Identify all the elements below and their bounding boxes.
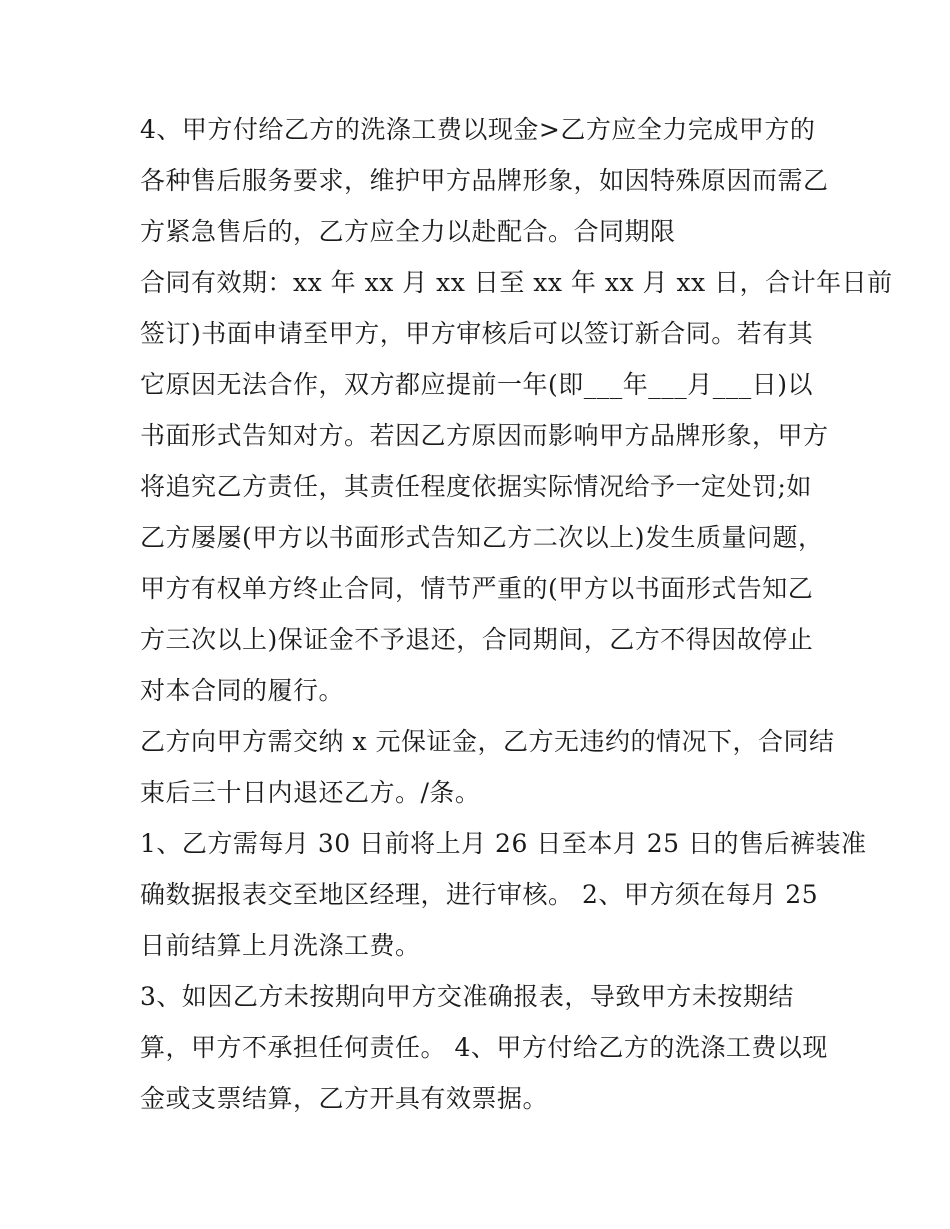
text-line: 4、甲方付给乙方的洗涤工费以现金>乙方应全力完成甲方的 — [140, 115, 816, 144]
text-line: 金或支票结算，乙方开具有效票据。 — [140, 1084, 549, 1113]
text-line: 对本合同的履行。 — [140, 676, 345, 705]
text-line: 确数据报表交至地区经理，进行审核。 2、甲方须在每月 25 — [140, 880, 819, 909]
text-line: 甲方有权单方终止合同，情节严重的(甲方以书面形式告知乙 — [140, 574, 814, 603]
text-line: 乙方屡屡(甲方以书面形式告知乙方二次以上)发生质量问题， — [140, 523, 824, 552]
text-line: 它原因无法合作，双方都应提前一年(即___年___月___日)以 — [140, 370, 814, 399]
text-line: 方紧急售后的，乙方应全力以赴配合。合同期限 — [140, 217, 676, 246]
text-line: 方三次以上)保证金不予退还，合同期间，乙方不得因故停止 — [140, 625, 814, 654]
text-line: 3、如因乙方未按期向甲方交准确报表，导致甲方未按期结 — [140, 982, 794, 1011]
text-line: 1、乙方需每月 30 日前将上月 26 日至本月 25 日的售后裤装准 — [140, 829, 867, 858]
document-body — [140, 104, 893, 1124]
text-line: 乙方向甲方需交纳 x 元保证金，乙方无违约的情况下，合同结 — [140, 727, 835, 756]
text-line: 算，甲方不承担任何责任。 4、甲方付给乙方的洗涤工费以现 — [140, 1033, 828, 1062]
text-line: 日前结算上月洗涤工费。 — [140, 931, 421, 960]
text-line: 签订)书面申请至甲方，甲方审核后可以签订新合同。若有其 — [140, 319, 814, 348]
text-line: 束后三十日内退还乙方。/条。 — [140, 778, 481, 807]
text-line: 合同有效期：xx 年 xx 月 xx 日至 xx 年 xx 月 xx 日，合计年日前 — [140, 268, 893, 297]
text-line: 将追究乙方责任，其责任程度依据实际情况给予一定处罚;如 — [140, 472, 812, 501]
text-line: 书面形式告知对方。若因乙方原因而影响甲方品牌形象，甲方 — [140, 421, 829, 450]
text-line: 各种售后服务要求，维护甲方品牌形象，如因特殊原因而需乙 — [140, 166, 829, 195]
